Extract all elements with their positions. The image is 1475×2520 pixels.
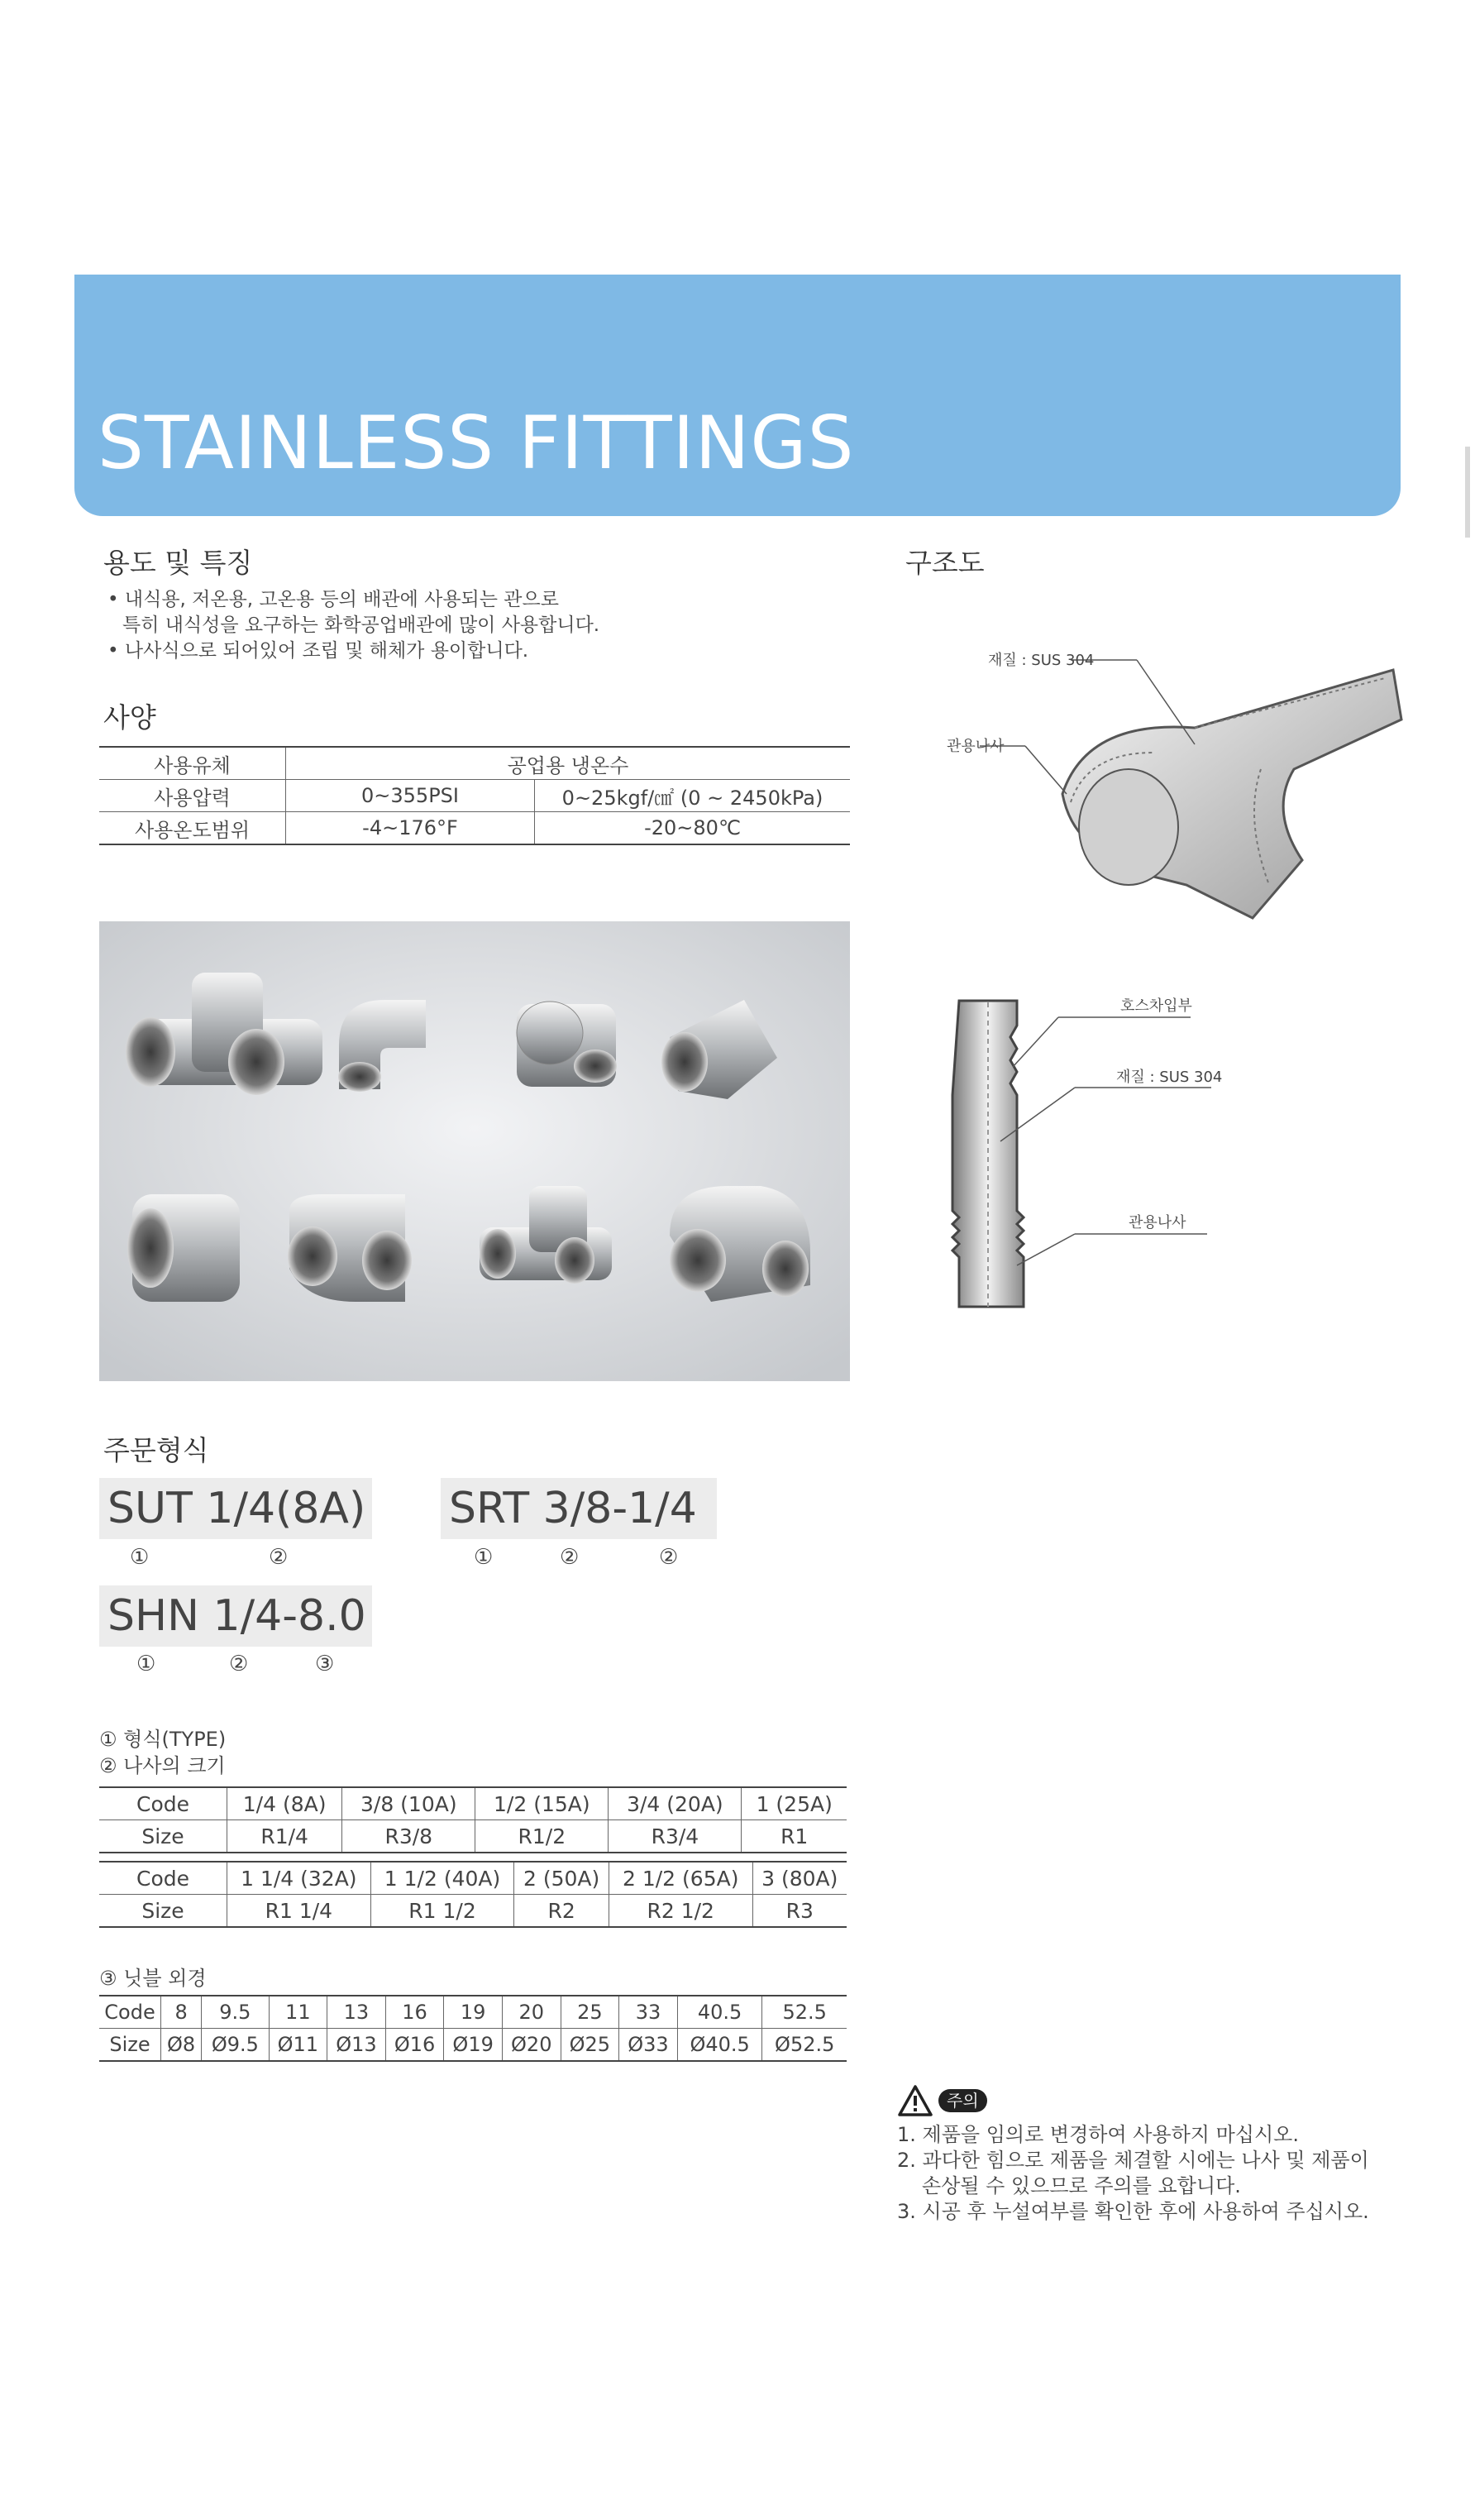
table-cell: Ø25 <box>561 2029 619 2062</box>
product-photo <box>99 921 850 1381</box>
table-cell: 16 <box>385 1996 444 2029</box>
table-cell: 1 1/2 (40A) <box>370 1862 514 1895</box>
table-cell: 20 <box>502 1996 561 2029</box>
table-cell: Ø33 <box>619 2029 678 2062</box>
hose-nipple-cutaway-drawing <box>943 992 1240 1323</box>
code-marker: ③ <box>315 1652 335 1676</box>
code-marker: ② <box>659 1545 679 1570</box>
structure-heading: 구조도 <box>905 547 985 579</box>
table-cell: 8 <box>161 1996 202 2029</box>
table-cell: R1 1/2 <box>370 1895 514 1928</box>
table-cell: 3/8 (10A) <box>342 1787 475 1820</box>
usage-line: • 내식용, 저온용, 고온용 등의 배관에 사용되는 관으로 <box>107 589 559 610</box>
table-cell: R3 <box>752 1895 847 1928</box>
code-marker: ① <box>474 1545 494 1570</box>
spec-value: -4~176°F <box>286 812 535 845</box>
material-label: 재질 : SUS 304 <box>1116 1069 1223 1086</box>
spec-value: 공업용 냉온수 <box>286 747 851 780</box>
code-marker: ② <box>560 1545 580 1570</box>
usage-line: 특히 내식성을 요구하는 화학공업배관에 많이 사용합니다. <box>122 614 600 636</box>
table-row <box>99 1996 847 2029</box>
table-cell: Code <box>99 1996 161 2029</box>
order-heading: 주문형식 <box>103 1434 209 1466</box>
table-row <box>99 1820 847 1853</box>
table-cell: R1 <box>742 1820 847 1853</box>
table-cell: 9.5 <box>202 1996 269 2029</box>
thread-label: 관용나사 <box>947 738 1005 755</box>
caution-header <box>897 2084 1369 2117</box>
fittings-illustration <box>99 921 850 1381</box>
table-cell: R3/8 <box>342 1820 475 1853</box>
table-row <box>99 1787 847 1820</box>
caution-badge: 주의 <box>938 2089 987 2112</box>
thread-size-table-2 <box>99 1861 847 1928</box>
table-row <box>99 2029 847 2062</box>
spec-label: 사용온도범위 <box>99 812 286 845</box>
table-cell: 40.5 <box>677 1996 762 2029</box>
table-row <box>99 812 850 845</box>
material-label: 재질 : SUS 304 <box>988 652 1095 669</box>
table-row <box>99 1895 847 1928</box>
table-cell: Ø40.5 <box>677 2029 762 2062</box>
page-title: STAINLESS FITTINGS <box>98 400 855 485</box>
table-cell: 1 1/4 (32A) <box>227 1862 371 1895</box>
table-cell: R1 1/4 <box>227 1895 371 1928</box>
spec-label: 사용유체 <box>99 747 286 780</box>
order-code-example: SUT 1/4(8A) <box>99 1478 372 1539</box>
order-code-example: SRT 3/8-1/4 <box>441 1478 717 1539</box>
table-cell: 1/2 (15A) <box>475 1787 609 1820</box>
table-cell: R1/2 <box>475 1820 609 1853</box>
code-marker: ② <box>229 1652 249 1676</box>
table-row <box>99 780 850 812</box>
table-cell: Ø8 <box>161 2029 202 2062</box>
table-cell: R2 <box>514 1895 609 1928</box>
table-cell: Ø20 <box>502 2029 561 2062</box>
caution-line: 손상될 수 있으므로 주의를 요합니다. <box>922 2174 1241 2197</box>
table-cell: Ø11 <box>269 2029 327 2062</box>
usage-heading: 용도 및 특징 <box>103 547 253 579</box>
table-cell: Code <box>99 1787 227 1820</box>
caution-line: 2. 과다한 힘으로 제품을 체결할 시에는 나사 및 제품이 <box>897 2149 1369 2172</box>
table-cell: Size <box>99 1895 227 1928</box>
spec-value: 0~355PSI <box>286 780 535 812</box>
table-cell: 2 (50A) <box>514 1862 609 1895</box>
warning-triangle-icon <box>897 2084 933 2117</box>
hose-insert-label: 호스차입부 <box>1120 997 1192 1015</box>
table-cell: Code <box>99 1862 227 1895</box>
table-row <box>99 1862 847 1895</box>
tee-cutaway-drawing <box>947 637 1410 935</box>
usage-list <box>107 587 599 664</box>
structure-diagram-nipple <box>943 992 1240 1323</box>
spec-label: 사용압력 <box>99 780 286 812</box>
table-cell: 1/4 (8A) <box>227 1787 342 1820</box>
usage-line: • 나사식으로 되어있어 조립 및 해체가 용이합니다. <box>107 640 529 662</box>
table-cell: R3/4 <box>609 1820 742 1853</box>
reducing-elbow-fitting <box>670 1186 810 1302</box>
table-cell: Ø16 <box>385 2029 444 2062</box>
table-cell: R1/4 <box>227 1820 342 1853</box>
caution-line: 3. 시공 후 누설여부를 확인한 후에 사용하여 주십시오. <box>897 2200 1369 2223</box>
legend-type: ① 형식(TYPE) <box>99 1728 227 1751</box>
code-marker: ① <box>136 1652 156 1676</box>
nipple-size-table <box>99 1995 847 2062</box>
thread-label: 관용나사 <box>1129 1214 1186 1231</box>
order-code-example: SHN 1/4-8.0 <box>99 1585 372 1647</box>
legend-nipple-diameter: ③ 닛블 외경 <box>99 1967 207 1990</box>
table-cell: 52.5 <box>762 1996 847 2029</box>
table-cell: 33 <box>619 1996 678 2029</box>
table-cell: Ø19 <box>444 2029 503 2062</box>
code-marker: ② <box>269 1545 289 1570</box>
table-cell: 13 <box>327 1996 386 2029</box>
thread-size-table-1 <box>99 1786 847 1853</box>
table-cell: R2 1/2 <box>609 1895 752 1928</box>
table-cell: Ø9.5 <box>202 2029 269 2062</box>
page-edge-tab <box>1465 447 1470 538</box>
caution-line: 1. 제품을 임의로 변경하여 사용하지 마십시오. <box>897 2123 1299 2146</box>
spec-value: -20~80℃ <box>535 812 851 845</box>
table-cell: 11 <box>269 1996 327 2029</box>
structure-diagram-tee <box>947 637 1410 935</box>
table-cell: 1 (25A) <box>742 1787 847 1820</box>
union-fitting <box>517 1002 617 1087</box>
caution-box <box>897 2084 1369 2225</box>
title-banner <box>74 275 1401 516</box>
table-cell: 25 <box>561 1996 619 2029</box>
spec-table <box>99 746 850 845</box>
socket-fitting <box>127 1194 240 1302</box>
table-cell: 19 <box>444 1996 503 2029</box>
table-cell: 3 (80A) <box>752 1862 847 1895</box>
code-marker: ① <box>130 1545 150 1570</box>
table-cell: Size <box>99 2029 161 2062</box>
table-cell: 2 1/2 (65A) <box>609 1862 752 1895</box>
table-cell: Ø52.5 <box>762 2029 847 2062</box>
legend-thread-size: ② 나사의 크기 <box>99 1754 226 1777</box>
table-cell: Size <box>99 1820 227 1853</box>
table-cell: 3/4 (20A) <box>609 1787 742 1820</box>
table-row <box>99 747 850 780</box>
elbow-90-fitting <box>288 1194 412 1302</box>
table-cell: Ø13 <box>327 2029 386 2062</box>
spec-heading: 사양 <box>103 701 156 734</box>
spec-value: 0~25kgf/㎠ (0 ~ 2450kPa) <box>535 780 851 812</box>
